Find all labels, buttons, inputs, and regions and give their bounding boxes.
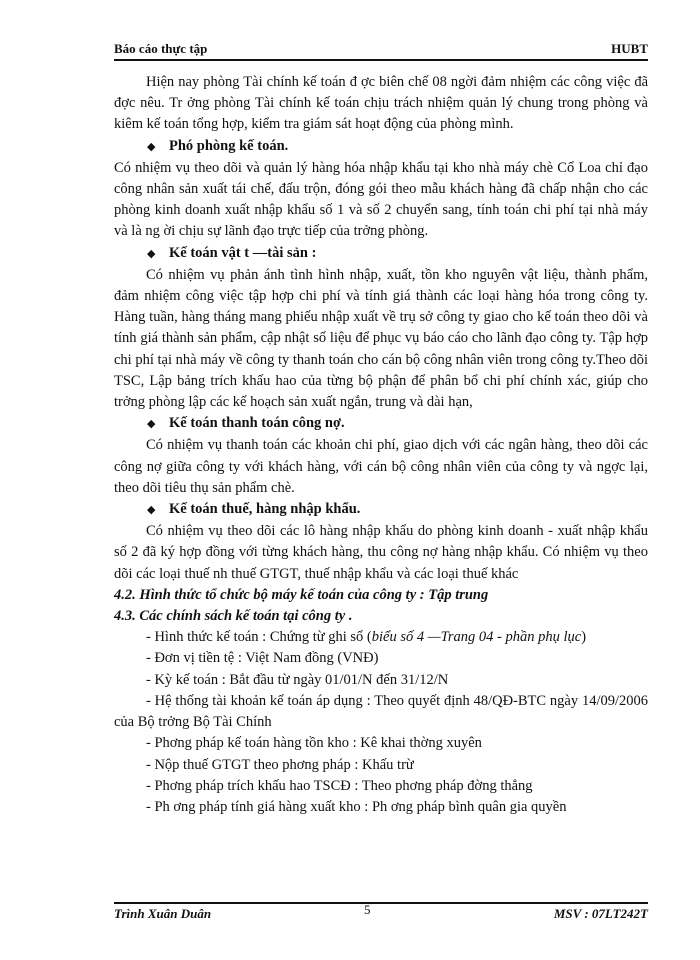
footer-rule xyxy=(114,902,648,904)
section-4-3-heading: 4.3. Các chính sách kế toán tại công ty . xyxy=(114,608,353,625)
policy-depreciation: - Phơng pháp trích khấu hao TSCĐ : Theo phơng pháp đờng thẳng xyxy=(146,777,533,794)
page-footer xyxy=(114,902,648,924)
policy-outbound-valuation: - Ph ơng pháp tính giá hàng xuất kho : Ph ơng pháp bình quân gia quyền xyxy=(146,798,567,815)
bullet-heading-tax: ◆ Kế toán thuế, hàng nhập khẩu. xyxy=(114,499,648,521)
footer-student-id: MSV : 07LT242T xyxy=(553,906,648,921)
bullet-icon: ◆ xyxy=(147,418,156,431)
page-header xyxy=(114,41,648,59)
paragraph-payables: Có nhiệm vụ thanh toán các khoản chi phí, giao dịch với các ngân hàng, theo dõi các công nợ giữa công ty với khách hàng, với cán bộ công nhân viên của công ty và ngợc lại, theo dõi tiêu thụ sản phẩm chè. xyxy=(114,437,648,496)
policy-currency: - Đơn vị tiền tệ : Việt Nam đồng (VNĐ) xyxy=(146,650,379,667)
bullet-heading-materials: ◆ Kế toán vật t —tài sản : xyxy=(114,243,648,265)
header-school: HUBT xyxy=(611,41,648,56)
policy-inventory-method: - Phơng pháp kế toán hàng tồn kho : Kê khai thờng xuyên xyxy=(146,735,482,752)
policy-fiscal-period: - Kỳ kế toán : Bắt đầu từ ngày 01/01/N đến 31/12/N xyxy=(146,671,449,688)
paragraph-materials: Có nhiệm vụ phản ánh tình hình nhập, xuất, tồn kho nguyên vật liệu, thành phẩm, đảm nhiệm công việc tập hợp chi phí và tính giá thành các loại hàng hóa trong công ty. Hàng tuần, hàng tháng mang phiếu nhập xuất về trụ sở công ty giao cho kế toán theo dõi và tính giá thành sản phẩm, cập nhật số liệu để phục vụ báo cáo cho lãnh đạo công ty. Tập hợp chi phí tại nhà máy về công ty thanh toán cho cán bộ công nhân viên trong công ty.Theo dõi TSC, Lập bảng trích khấu hao của từng bộ phận để phân bổ chi phí chính xác, giúp cho trởng phòng lập các kế hoạch sản xuất ngắn, trung và dài hạn, xyxy=(114,266,648,411)
bullet-icon: ◆ xyxy=(147,140,156,153)
paragraph-staff: Hiện nay phòng Tài chính kế toán đ ợc biên chế 08 ngời đảm nhiệm các công việc đã đợc nêu. Tr ởng phòng Tài chính kế toán chịu trách nhiệm quản lý chung trong phòng và kiêm kế toán tổng hợp, kiểm tra giám sát hoạt động của phòng mình. xyxy=(114,74,648,133)
bullet-icon: ◆ xyxy=(147,504,156,517)
policy-accounting-form: - Hình thức kế toán : Chứng từ ghi sổ (biểu số 4 —Trang 04 - phần phụ lục) xyxy=(146,629,587,646)
policy-vat-method: - Nộp thuế GTGT theo phơng pháp : Khấu trừ xyxy=(146,756,414,773)
bullet-icon: ◆ xyxy=(147,247,156,260)
bullet-heading-deputy: ◆ Phó phòng kế toán. xyxy=(114,136,648,158)
paragraph-deputy: Có nhiệm vụ theo dõi và quản lý hàng hóa nhập khẩu tại kho nhà máy chè Cổ Loa chỉ đạo công nhân sản xuất tái chế, đấu trộn, đóng gói theo mẫu khách hàng đã chấp nhận cho các phòng kinh doanh xuất nhập khẩu số 1 và số 2 chuyển sang, tính toán chi phí tại nhà máy và là ng ời chịu sự lãnh đạo trực tiếp của trởng phòng. xyxy=(114,159,648,240)
policy-chart-of-accounts: - Hệ thống tài khoản kế toán áp dụng : Theo quyết định 48/QĐ-BTC ngày 14/09/2006 của Bộ trởng Bộ Tài Chính xyxy=(114,692,648,731)
header-rule xyxy=(114,59,648,61)
bullet-heading-payables: ◆ Kế toán thanh toán công nợ. xyxy=(114,413,648,435)
section-4-2-heading: 4.2. Hình thức tổ chức bộ máy kế toán của công ty : Tập trung xyxy=(114,586,489,603)
paragraph-tax: Có nhiệm vụ theo dõi các lô hàng nhập khẩu do phòng kinh doanh - xuất nhập khẩu số 2 đã ký hợp đồng với từng khách hàng, thu công nợ hàng nhập khẩu. Có nhiệm vụ theo dõi các loại thuế nh thuế GTGT, thuế nhập khẩu và các loại thuế khác xyxy=(114,523,648,582)
footer-author: Trình Xuân Duân xyxy=(114,906,212,921)
page-number: 5 xyxy=(364,902,371,917)
document-body xyxy=(114,72,648,818)
header-title: Báo cáo thực tập xyxy=(114,41,208,56)
